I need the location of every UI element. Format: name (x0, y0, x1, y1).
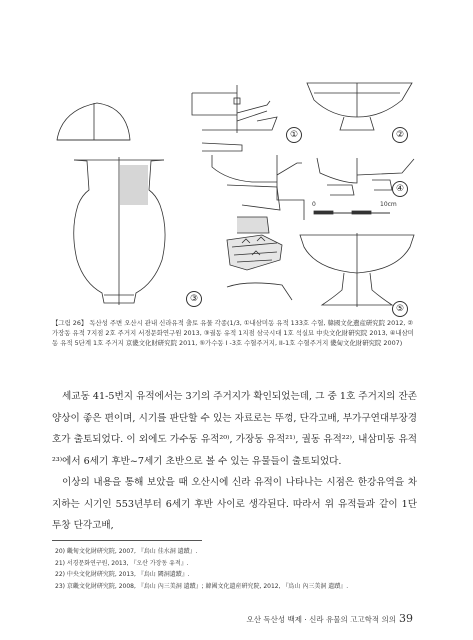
running-title: 오산 독산성 백제 · 신라 유물의 고고학적 의의 (246, 615, 396, 624)
lid-drawing (57, 103, 130, 140)
footnote-20: 20) 畿甸文化財硏究院, 2007, 『烏山 佳水洞 遺蹟』. (55, 548, 198, 555)
paragraph-2: 이상의 내용을 통해 보았을 때 오산시에 신라 유적이 나타나는 시점은 한강유역을 차지하는 시기인 553년부터 6세기 후반 사이로 생각된다. 따라서 위 유적들과 같이 1단 투창 단각고배, (52, 477, 417, 531)
bowl-fragment-drawing (192, 85, 277, 151)
running-footer (247, 612, 413, 625)
stem-cup-drawing (307, 83, 412, 130)
vessel-fragment-drawing (212, 155, 304, 233)
scale-start-label: 0 (312, 201, 316, 208)
marker-3: ③ (186, 291, 202, 307)
long-neck-jar-drawing (74, 157, 165, 305)
artifact-figure (52, 55, 417, 315)
marker-1: ① (286, 127, 302, 143)
footnote-23: 23) 京畿文化財硏究院, 2008, 『烏山 內三美洞 遺蹟』; 韓國文化遺産硏究院, 2012, 『烏山 內三美洞 遺蹟』. (55, 582, 349, 590)
body-text (52, 386, 417, 537)
scale-end-label: 10cm (380, 201, 397, 208)
footnote-22: 22) 中央文化財硏究院, 2013, 『烏山 闕洞遺蹟』. (55, 571, 190, 578)
figure-caption: 【그림 26】 독산성 주변 오산시 관내 신라유적 출토 유물 각종(1/3, ①내삼미동 유적 133호 수혈, 韓國文化遺産硏究院 2012, ②가장동 유적 7지점 2호 주거지 서경문화연구원 2013, ③궐동 유적 1지점 삼국시대 1호 석실묘 中央文化財硏究院 2013, ④내삼미동 유적 5단계 1호 주거지 京畿文化財硏究院 2011, ⑤가수동 I -3호 수혈주거지, II-1호 수혈주거지 畿甸文化財硏究院 2007) (52, 319, 414, 347)
scale-bar (314, 211, 390, 214)
marker-2: ② (392, 127, 408, 143)
artifact-drawings (52, 55, 417, 315)
stamped-fragment-drawing (227, 235, 292, 300)
footnote-21: 21) 서경문화연구원, 2013, 『오산 가장동 유적』. (55, 559, 189, 567)
marker-5: ⑤ (392, 301, 408, 317)
stemmed-bowl-drawing (300, 233, 414, 307)
paragraph-1: 세교동 41-5번지 유적에서는 3기의 주거지가 확인되었는데, 그 중 1호 주거지의 잔존양상이 좋은 편이며, 시기를 판단할 수 있는 자료로는 뚜껑, 단각고배, 부가구연대부장경호가 출토되었다. 이 외에도 가수동 유적²⁰⁾, 가장동 유적²¹⁾, 궐동 유적²²⁾, 내삼미동 유적²³⁾에서 6세기 후반~7세기 초반으로 볼 수 있는 유물들이 출토되었다. (52, 391, 417, 467)
footnotes (55, 546, 348, 592)
page-number: 39 (399, 612, 413, 625)
marker-4: ④ (392, 181, 408, 197)
footnote-divider (52, 540, 202, 541)
